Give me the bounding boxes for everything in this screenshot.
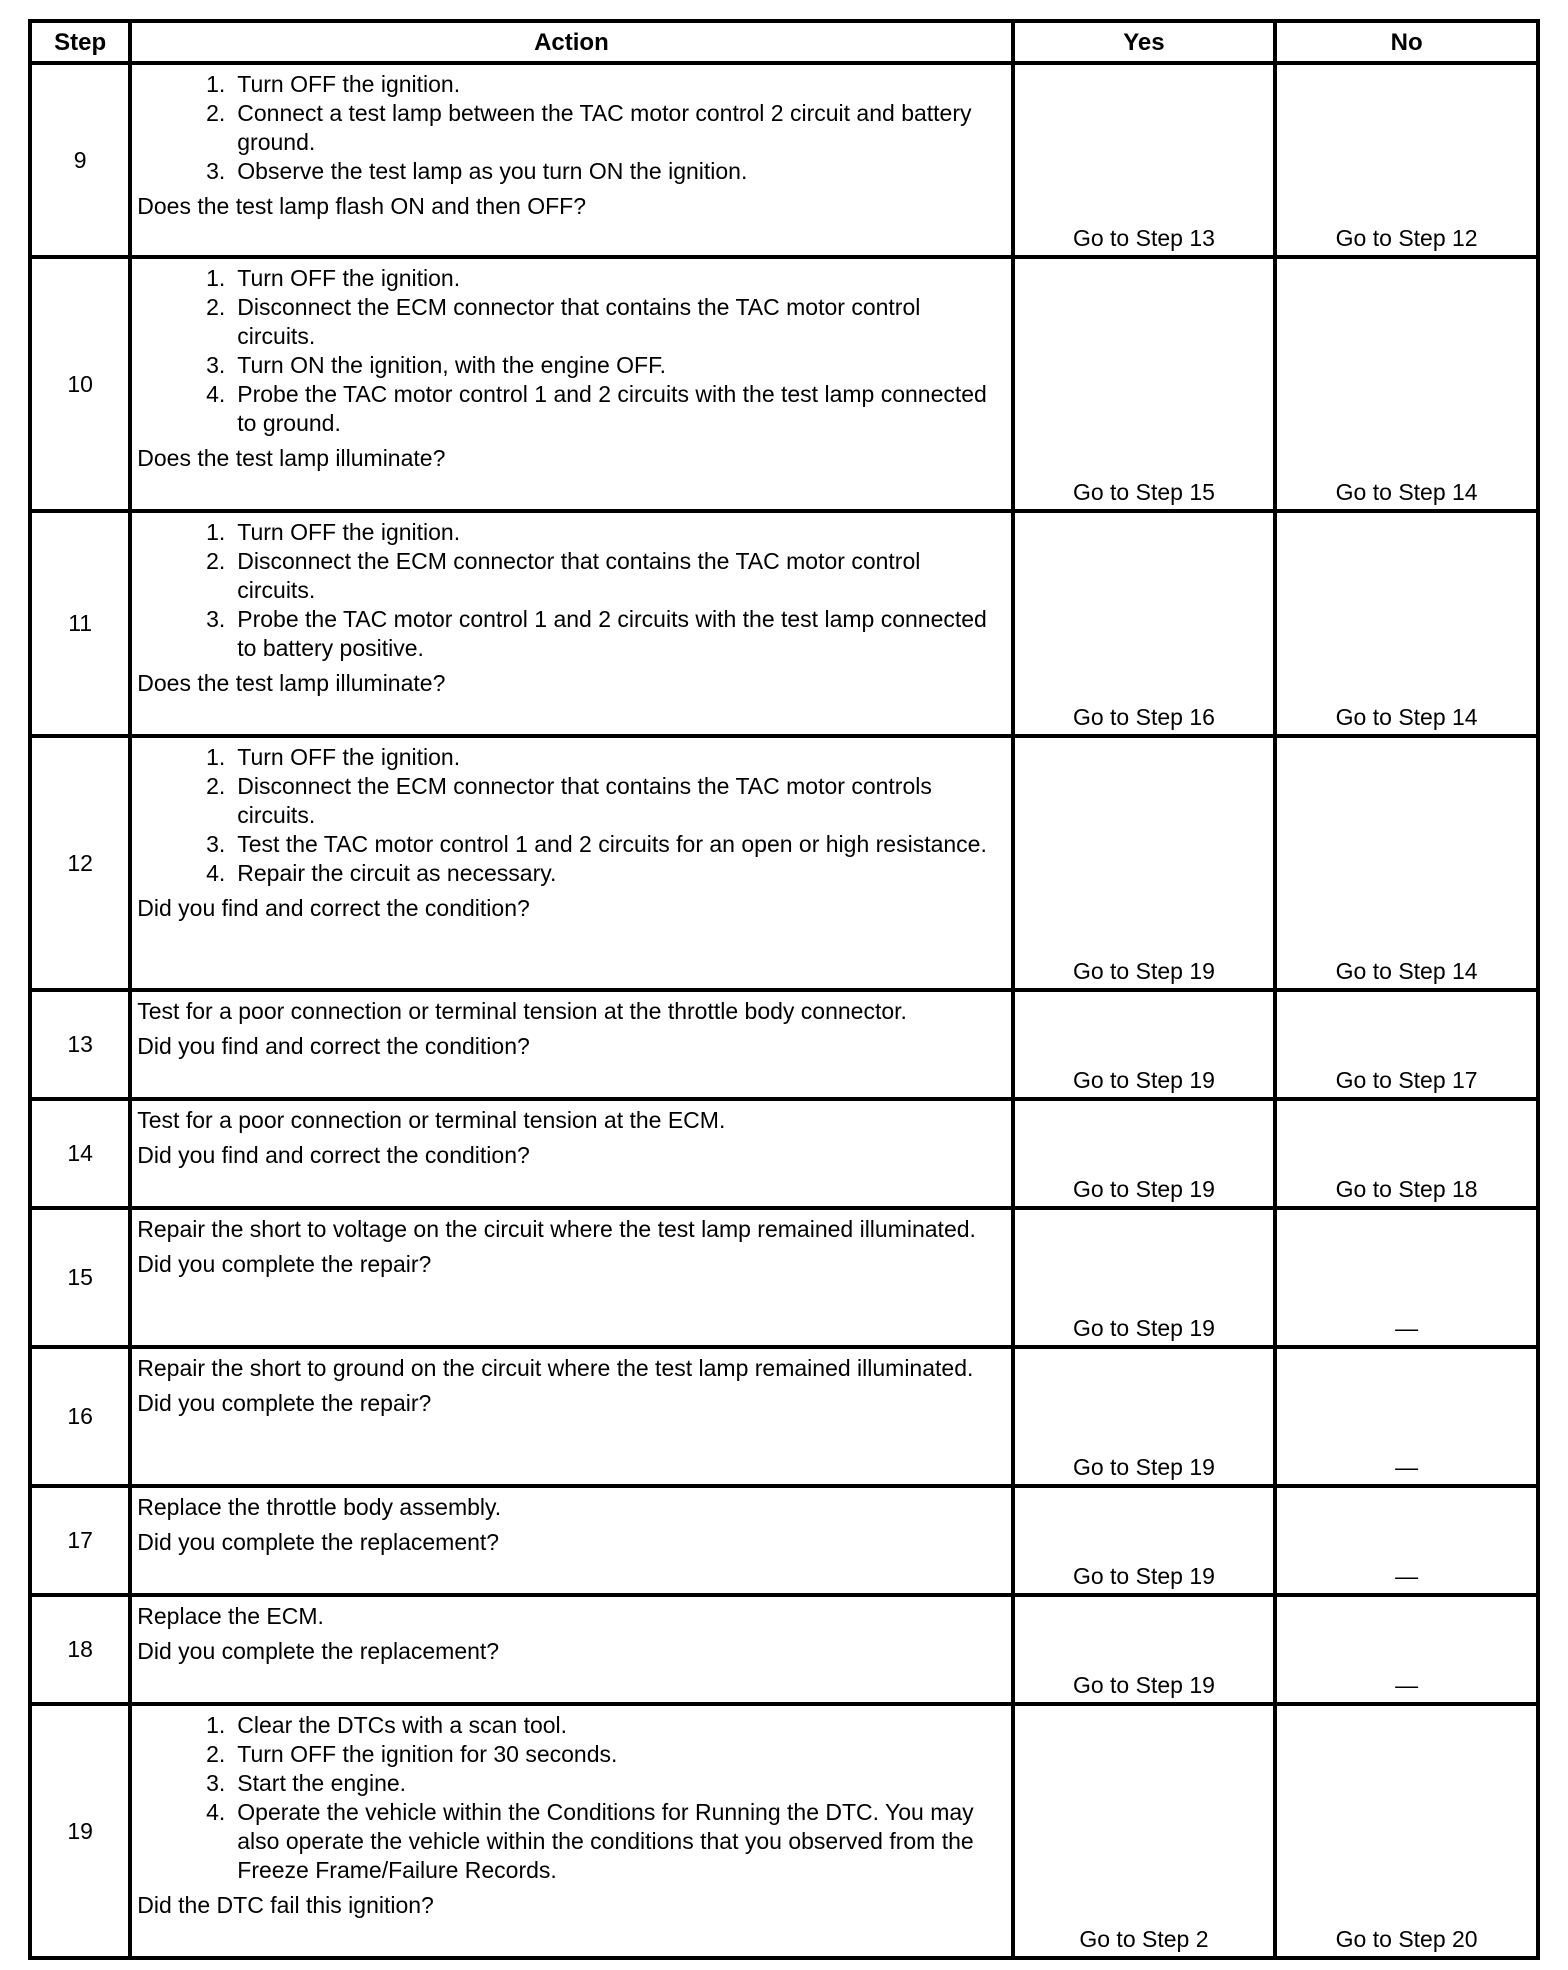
- list-item: 2 . Disconnect the ECM connector that contains the TAC motor controls circuits.: [137, 772, 1000, 830]
- step-number: 13: [30, 990, 130, 1099]
- action-cell: [130, 1208, 1012, 1347]
- list-item: 1 . Clear the DTCs with a scan tool.: [137, 1711, 1000, 1740]
- action-cell: [130, 63, 1012, 257]
- list-item: 2 . Disconnect the ECM connector that contains the TAC motor control circuits.: [137, 547, 1000, 605]
- list-item: 2 . Turn OFF the ignition for 30 seconds.: [137, 1740, 1000, 1769]
- table-row: [30, 1099, 1538, 1208]
- no-cell: Go to Step 14: [1275, 511, 1538, 736]
- yes-cell: Go to Step 19: [1013, 1099, 1276, 1208]
- header-step: Step: [30, 21, 130, 63]
- action-cell: [130, 1099, 1012, 1208]
- step-number: 11: [30, 511, 130, 736]
- table-row: [30, 990, 1538, 1099]
- yes-cell: Go to Step 19: [1013, 1208, 1276, 1347]
- yes-cell: Go to Step 19: [1013, 1486, 1276, 1595]
- no-cell: Go to Step 17: [1275, 990, 1538, 1099]
- list-item: 1 . Turn OFF the ignition.: [137, 518, 1000, 547]
- yes-cell: Go to Step 16: [1013, 511, 1276, 736]
- step-number: 18: [30, 1595, 130, 1704]
- question-text: Does the test lamp flash ON and then OFF?: [137, 193, 586, 219]
- question-text: Did you find and correct the condition?: [137, 1033, 530, 1059]
- action-cell: [130, 736, 1012, 990]
- header-yes: Yes: [1013, 21, 1276, 63]
- question-text: Does the test lamp illuminate?: [137, 445, 446, 471]
- table-row: [30, 1347, 1538, 1486]
- action-cell: [130, 257, 1012, 511]
- action-cell: [130, 1486, 1012, 1595]
- no-cell: Go to Step 14: [1275, 257, 1538, 511]
- question-text: Did you complete the replacement?: [137, 1529, 500, 1555]
- action-cell: [130, 1595, 1012, 1704]
- yes-cell: Go to Step 19: [1013, 990, 1276, 1099]
- step-number: 12: [30, 736, 130, 990]
- list-item: 1 . Turn OFF the ignition.: [137, 264, 1000, 293]
- instruction-text: Repair the short to voltage on the circuit where the test lamp remained illuminated.: [137, 1216, 976, 1242]
- action-cell: [130, 990, 1012, 1099]
- table-row: [30, 1704, 1538, 1958]
- no-cell: —: [1275, 1347, 1538, 1486]
- step-number: 15: [30, 1208, 130, 1347]
- table-row: [30, 1595, 1538, 1704]
- instruction-list: [137, 518, 1000, 663]
- list-item: 2 . Connect a test lamp between the TAC motor control 2 circuit and battery ground.: [137, 99, 1000, 157]
- no-cell: Go to Step 14: [1275, 736, 1538, 990]
- step-number: 14: [30, 1099, 130, 1208]
- list-item: 4 . Operate the vehicle within the Conditions for Running the DTC. You may also operate the vehicle within the conditions that you observed from the Freeze Frame/Failure Records.: [137, 1798, 1000, 1885]
- table-row: [30, 1208, 1538, 1347]
- instruction-list: [137, 264, 1000, 438]
- yes-cell: Go to Step 19: [1013, 1347, 1276, 1486]
- action-cell: [130, 1704, 1012, 1958]
- question-text: Does the test lamp illuminate?: [137, 670, 446, 696]
- action-cell: [130, 511, 1012, 736]
- table-row: [30, 736, 1538, 990]
- list-item: 2 . Disconnect the ECM connector that contains the TAC motor control circuits.: [137, 293, 1000, 351]
- question-text: Did you find and correct the condition?: [137, 1142, 530, 1168]
- step-number: 16: [30, 1347, 130, 1486]
- list-item: 4 . Repair the circuit as necessary.: [137, 859, 1000, 888]
- no-cell: Go to Step 18: [1275, 1099, 1538, 1208]
- step-number: 19: [30, 1704, 130, 1958]
- yes-cell: Go to Step 2: [1013, 1704, 1276, 1958]
- list-item: 3 . Probe the TAC motor control 1 and 2 circuits with the test lamp connected to battery positive.: [137, 605, 1000, 663]
- header-row: [30, 21, 1538, 63]
- list-item: 4 . Probe the TAC motor control 1 and 2 circuits with the test lamp connected to ground.: [137, 380, 1000, 438]
- list-item: 3 . Start the engine.: [137, 1769, 1000, 1798]
- yes-cell: Go to Step 15: [1013, 257, 1276, 511]
- no-cell: Go to Step 20: [1275, 1704, 1538, 1958]
- question-text: Did you complete the repair?: [137, 1251, 432, 1277]
- instruction-text: Repair the short to ground on the circuit where the test lamp remained illuminated.: [137, 1355, 974, 1381]
- no-cell: —: [1275, 1595, 1538, 1704]
- instruction-text: Replace the throttle body assembly.: [137, 1494, 502, 1520]
- question-text: Did you complete the replacement?: [137, 1638, 500, 1664]
- instruction-text: Replace the ECM.: [137, 1603, 324, 1629]
- step-number: 10: [30, 257, 130, 511]
- table-row: [30, 1486, 1538, 1595]
- instruction-list: [137, 1711, 1000, 1885]
- instruction-text: Test for a poor connection or terminal tension at the ECM.: [137, 1107, 726, 1133]
- instruction-text: Test for a poor connection or terminal tension at the throttle body connector.: [137, 998, 907, 1024]
- yes-cell: Go to Step 19: [1013, 1595, 1276, 1704]
- action-cell: [130, 1347, 1012, 1486]
- list-item: 3 . Observe the test lamp as you turn ON the ignition.: [137, 157, 1000, 186]
- instruction-list: [137, 743, 1000, 888]
- yes-cell: Go to Step 13: [1013, 63, 1276, 257]
- step-number: 9: [30, 63, 130, 257]
- list-item: 3 . Turn ON the ignition, with the engine OFF.: [137, 351, 1000, 380]
- diagnostic-table: [28, 19, 1540, 1960]
- question-text: Did you find and correct the condition?: [137, 895, 530, 921]
- list-item: 1 . Turn OFF the ignition.: [137, 70, 1000, 99]
- table-row: [30, 257, 1538, 511]
- table-row: [30, 511, 1538, 736]
- no-cell: —: [1275, 1486, 1538, 1595]
- no-cell: Go to Step 12: [1275, 63, 1538, 257]
- header-action: Action: [130, 21, 1012, 63]
- step-number: 17: [30, 1486, 130, 1595]
- question-text: Did the DTC fail this ignition?: [137, 1892, 434, 1918]
- yes-cell: Go to Step 19: [1013, 736, 1276, 990]
- list-item: 1 . Turn OFF the ignition.: [137, 743, 1000, 772]
- instruction-list: [137, 70, 1000, 186]
- header-no: No: [1275, 21, 1538, 63]
- list-item: 3 . Test the TAC motor control 1 and 2 circuits for an open or high resistance.: [137, 830, 1000, 859]
- table-row: [30, 63, 1538, 257]
- no-cell: —: [1275, 1208, 1538, 1347]
- question-text: Did you complete the repair?: [137, 1390, 432, 1416]
